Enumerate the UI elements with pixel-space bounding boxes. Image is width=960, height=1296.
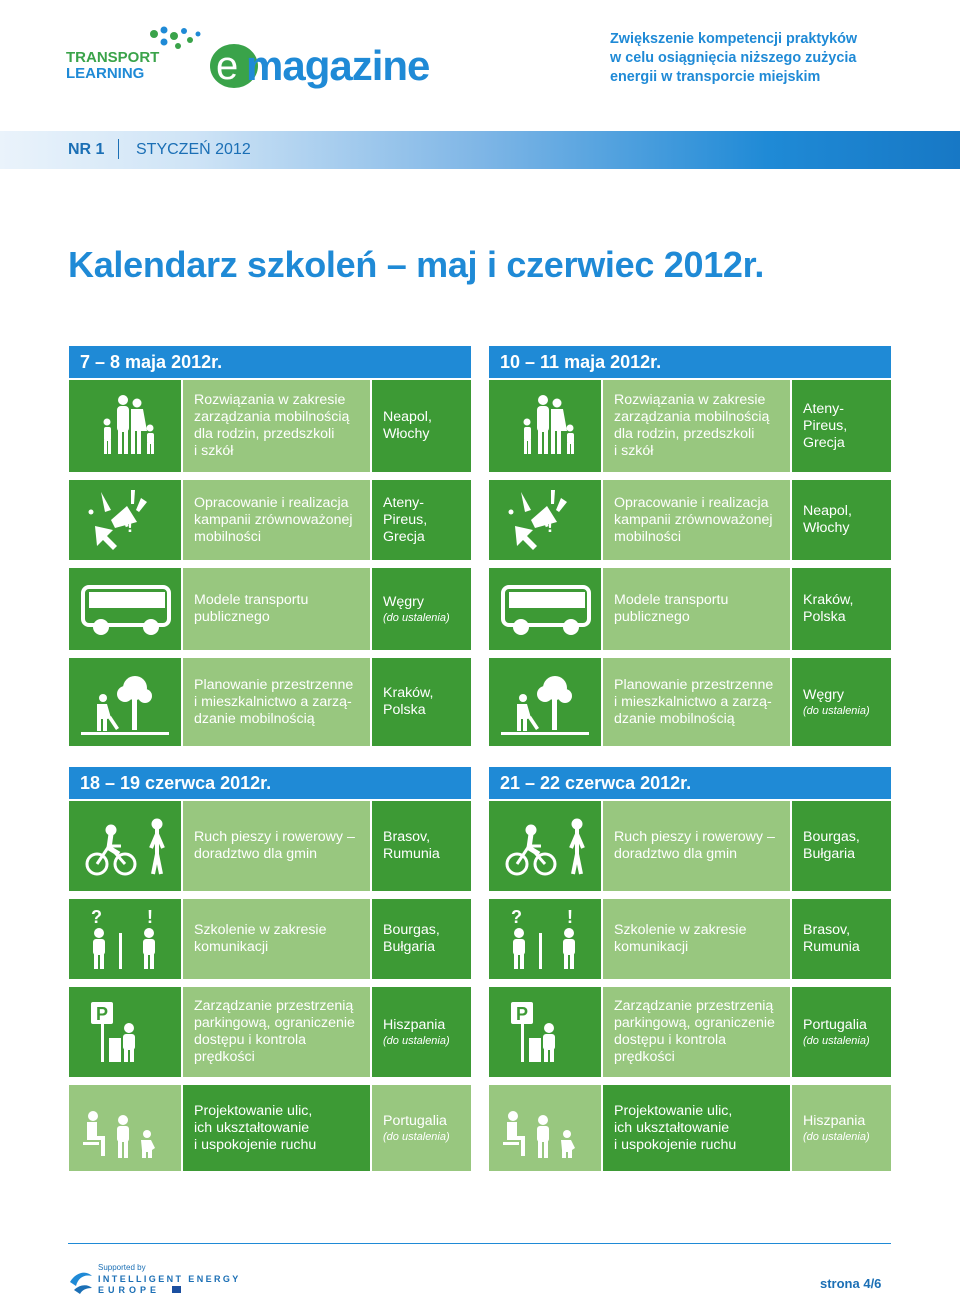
transport-learning-emagazine-logo <box>66 22 466 102</box>
column-date: 7 – 8 maja 2012r. <box>69 346 471 378</box>
training-location: Kraków, Polska <box>792 568 891 650</box>
column-date: 10 – 11 maja 2012r. <box>489 346 891 378</box>
to-be-confirmed-note: (do ustalenia) <box>803 1130 870 1143</box>
family-icon <box>489 380 601 472</box>
issue-band <box>0 131 960 169</box>
planting-icon <box>69 658 181 746</box>
training-row <box>69 899 471 979</box>
bus-icon <box>69 568 181 650</box>
training-row <box>489 568 891 650</box>
street-design-icon <box>69 1085 181 1171</box>
training-location: Neapol, Włochy <box>372 380 471 472</box>
campaign-icon <box>489 480 601 560</box>
magazine-wordmark: magazine <box>246 42 430 89</box>
brand-line2: LEARNING <box>66 65 145 82</box>
issue-date: STYCZEŃ 2012 <box>136 141 251 158</box>
training-topic: Opracowanie i realizacja kampanii zrównoważonej mobilności <box>183 480 370 560</box>
family-icon <box>69 380 181 472</box>
schedule-column-3 <box>69 767 471 1171</box>
training-location: Hiszpania (do ustalenia) <box>372 987 471 1077</box>
schedule-column-1 <box>69 346 471 746</box>
training-location: Portugalia (do ustalenia) <box>792 987 891 1077</box>
training-location: Portugalia (do ustalenia) <box>372 1085 471 1171</box>
training-topic: Planowanie przestrzenne i mieszkalnictwo a zarzą- dzanie mobilnością <box>183 658 370 746</box>
training-location: Bourgas, Bułgaria <box>792 801 891 891</box>
column-date: 21 – 22 czerwca 2012r. <box>489 767 891 799</box>
training-topic: Rozwiązania w zakresie zarządzania mobilnością dla rodzin, przedszkoli i szkół <box>603 380 790 472</box>
training-location: Ateny- Pireus, Grecja <box>372 480 471 560</box>
training-topic: Zarządzanie przestrzenią parkingową, ograniczenie dostępu i kontrola prędkości <box>603 987 790 1077</box>
intelligent-energy-europe-logo <box>68 1260 268 1296</box>
training-row <box>69 801 471 891</box>
training-topic: Modele transportu publicznego <box>603 568 790 650</box>
brand-line1: TRANSPORT <box>66 49 160 66</box>
training-row <box>489 801 891 891</box>
training-topic: Projektowanie ulic, ich ukształtowanie i uspokojenie ruchu <box>183 1085 370 1171</box>
cyclist-pedestrian-icon <box>69 801 181 891</box>
training-row <box>489 899 891 979</box>
training-topic: Projektowanie ulic, ich ukształtowanie i uspokojenie ruchu <box>603 1085 790 1171</box>
training-row <box>489 380 891 472</box>
supported-by: Supported by <box>98 1263 146 1272</box>
training-topic: Planowanie przestrzenne i mieszkalnictwo a zarzą- dzanie mobilnością <box>603 658 790 746</box>
training-row <box>69 380 471 472</box>
communication-icon <box>69 899 181 979</box>
issue-separator <box>118 139 119 159</box>
training-topic: Ruch pieszy i rowerowy – doradztwo dla gmin <box>603 801 790 891</box>
training-topic: Opracowanie i realizacja kampanii zrównoważonej mobilności <box>603 480 790 560</box>
training-location: Neapol, Włochy <box>792 480 891 560</box>
column-date: 18 – 19 czerwca 2012r. <box>69 767 471 799</box>
training-topic: Ruch pieszy i rowerowy – doradztwo dla gmin <box>183 801 370 891</box>
footer-rule <box>68 1243 891 1244</box>
training-topic: Szkolenie w zakresie komunikacji <box>183 899 370 979</box>
tagline-line: energii w transporcie miejskim <box>610 69 821 85</box>
issue-number: NR 1 <box>68 141 105 158</box>
training-location: Ateny- Pireus, Grecja <box>792 380 891 472</box>
to-be-confirmed-note: (do ustalenia) <box>383 1034 450 1047</box>
training-row <box>489 1085 891 1171</box>
page-number: strona 4/6 <box>820 1276 882 1291</box>
training-location: Brasov, Rumunia <box>372 801 471 891</box>
to-be-confirmed-note: (do ustalenia) <box>803 704 870 717</box>
logo-dots-icon <box>150 27 201 50</box>
campaign-icon <box>69 480 181 560</box>
program-line1: INTELLIGENT ENERGY <box>98 1274 241 1284</box>
training-row <box>489 480 891 560</box>
schedule-column-4 <box>489 767 891 1171</box>
training-topic: Modele transportu publicznego <box>183 568 370 650</box>
training-row <box>69 480 471 560</box>
to-be-confirmed-note: (do ustalenia) <box>803 1034 870 1047</box>
tagline-line: Zwiększenie kompetencji praktyków <box>610 31 858 47</box>
training-topic: Szkolenie w zakresie komunikacji <box>603 899 790 979</box>
cyclist-pedestrian-icon <box>489 801 601 891</box>
training-location: Węgry (do ustalenia) <box>372 568 471 650</box>
training-row <box>69 1085 471 1171</box>
training-row <box>489 658 891 746</box>
training-location: Węgry (do ustalenia) <box>792 658 891 746</box>
training-topic: Rozwiązania w zakresie zarządzania mobilnością dla rodzin, przedszkoli i szkół <box>183 380 370 472</box>
street-design-icon <box>489 1085 601 1171</box>
svg-text:e: e <box>216 44 239 88</box>
communication-icon <box>489 899 601 979</box>
training-topic: Zarządzanie przestrzenią parkingową, ograniczenie dostępu i kontrola prędkości <box>183 987 370 1077</box>
training-row <box>69 658 471 746</box>
header-tagline <box>610 30 910 87</box>
iee-swirl-icon <box>70 1273 92 1294</box>
to-be-confirmed-note: (do ustalenia) <box>383 611 450 624</box>
training-location: Kraków, Polska <box>372 658 471 746</box>
bus-icon <box>489 568 601 650</box>
tagline-line: w celu osiągnięcia niższego zużycia <box>610 50 857 66</box>
training-row <box>489 987 891 1077</box>
program-line2: EUROPE <box>98 1285 161 1295</box>
page-title: Kalendarz szkoleń – maj i czerwiec 2012r. <box>68 244 765 285</box>
planting-icon <box>489 658 601 746</box>
parking-icon <box>69 987 181 1077</box>
eu-flag-icon <box>172 1286 181 1293</box>
schedule-column-2 <box>489 346 891 746</box>
to-be-confirmed-note: (do ustalenia) <box>383 1130 450 1143</box>
parking-icon <box>489 987 601 1077</box>
training-row <box>69 568 471 650</box>
training-row <box>69 987 471 1077</box>
training-location: Brasov, Rumunia <box>792 899 891 979</box>
training-location: Hiszpania (do ustalenia) <box>792 1085 891 1171</box>
training-location: Bourgas, Bułgaria <box>372 899 471 979</box>
